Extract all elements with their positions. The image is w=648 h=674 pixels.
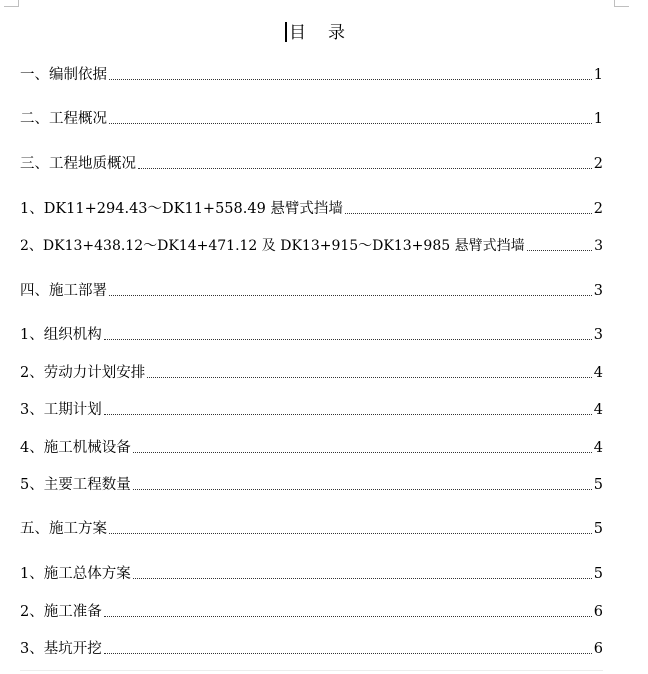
toc-title-char-2: 录 [328,23,345,43]
toc-leader-dots [104,338,592,340]
toc-entry[interactable] [20,364,603,382]
toc-entry-label: 1、施工总体方案 [20,566,131,582]
toc-entry-page: 1 [593,67,603,83]
toc-leader-dots [133,451,592,453]
toc-leader-dots [109,294,592,296]
toc-leader-dots [109,78,592,80]
toc-entry-page: 5 [593,566,603,582]
toc-entry-page: 1 [593,111,603,127]
toc-leader-dots [133,488,592,490]
toc-entry-page: 4 [593,440,603,456]
toc-entry-page: 2 [593,201,603,217]
toc-title-char-1: 目 [289,23,306,43]
toc-entry-label: 三、工程地质概况 [20,156,136,172]
toc-leader-dots [527,249,592,251]
toc-entry-label: 2、劳动力计划安排 [20,365,146,381]
toc-entry-page: 5 [593,477,603,493]
toc-entry-page: 2 [593,156,603,172]
toc-entry-label: 4、施工机械设备 [20,440,131,456]
toc-entry[interactable] [20,401,603,419]
toc-entry-page: 3 [593,327,603,343]
toc-entry[interactable] [20,520,603,538]
toc-entry-label: 3、基坑开挖 [20,641,102,657]
toc-entry[interactable] [20,476,603,494]
page-bottom-divider [20,670,603,671]
toc-entry[interactable] [20,282,603,300]
toc-entry-page: 3 [593,283,603,299]
toc-entry-label: 一、编制依据 [20,67,107,83]
toc-leader-dots [109,122,592,124]
toc-entry-label: 1、组织机构 [20,327,102,343]
toc-entry-page: 3 [594,238,603,254]
text-cursor [285,22,287,42]
toc-entry-page: 6 [593,604,603,620]
toc-entry[interactable] [20,200,603,218]
toc-entry[interactable] [20,439,603,457]
toc-entry-label: 5、主要工程数量 [20,477,131,493]
toc-leader-dots [104,413,592,415]
toc-entry-page: 5 [593,521,603,537]
toc-title [0,18,630,43]
toc-leader-dots [345,212,592,214]
toc-entry-label: 1、DK11+294.43～DK11+558.49 悬臂式挡墙 [20,201,343,217]
toc-entry-label: 2、DK13+438.12～DK14+471.12 及 DK13+915～DK13+985 悬臂式挡墙 [20,238,525,254]
toc-entry[interactable] [20,66,603,84]
toc-leader-dots [104,652,592,654]
toc-entry-page: 6 [593,641,603,657]
toc-entry[interactable] [20,603,603,621]
toc-entry[interactable] [20,155,603,173]
toc-entry[interactable] [20,237,603,255]
toc-entry-page: 4 [593,402,603,418]
toc-entry-label: 3、工期计划 [20,402,102,418]
toc-entry-label: 四、施工部署 [20,283,107,299]
toc-entry[interactable] [20,565,603,583]
toc-leader-dots [104,615,592,617]
toc-entry[interactable] [20,640,603,658]
toc-leader-dots [133,577,592,579]
toc-leader-dots [147,376,592,378]
toc-leader-dots [138,167,592,169]
toc-entry[interactable] [20,326,603,344]
toc-entry[interactable] [20,110,603,128]
page-corner-mark-left [4,0,19,7]
toc-entry-label: 五、施工方案 [20,521,107,537]
toc-entry-label: 二、工程概况 [20,111,107,127]
toc-entry-label: 2、施工准备 [20,604,102,620]
toc-entry-page: 4 [593,365,603,381]
page-corner-mark-right [614,0,629,7]
toc-leader-dots [109,532,592,534]
